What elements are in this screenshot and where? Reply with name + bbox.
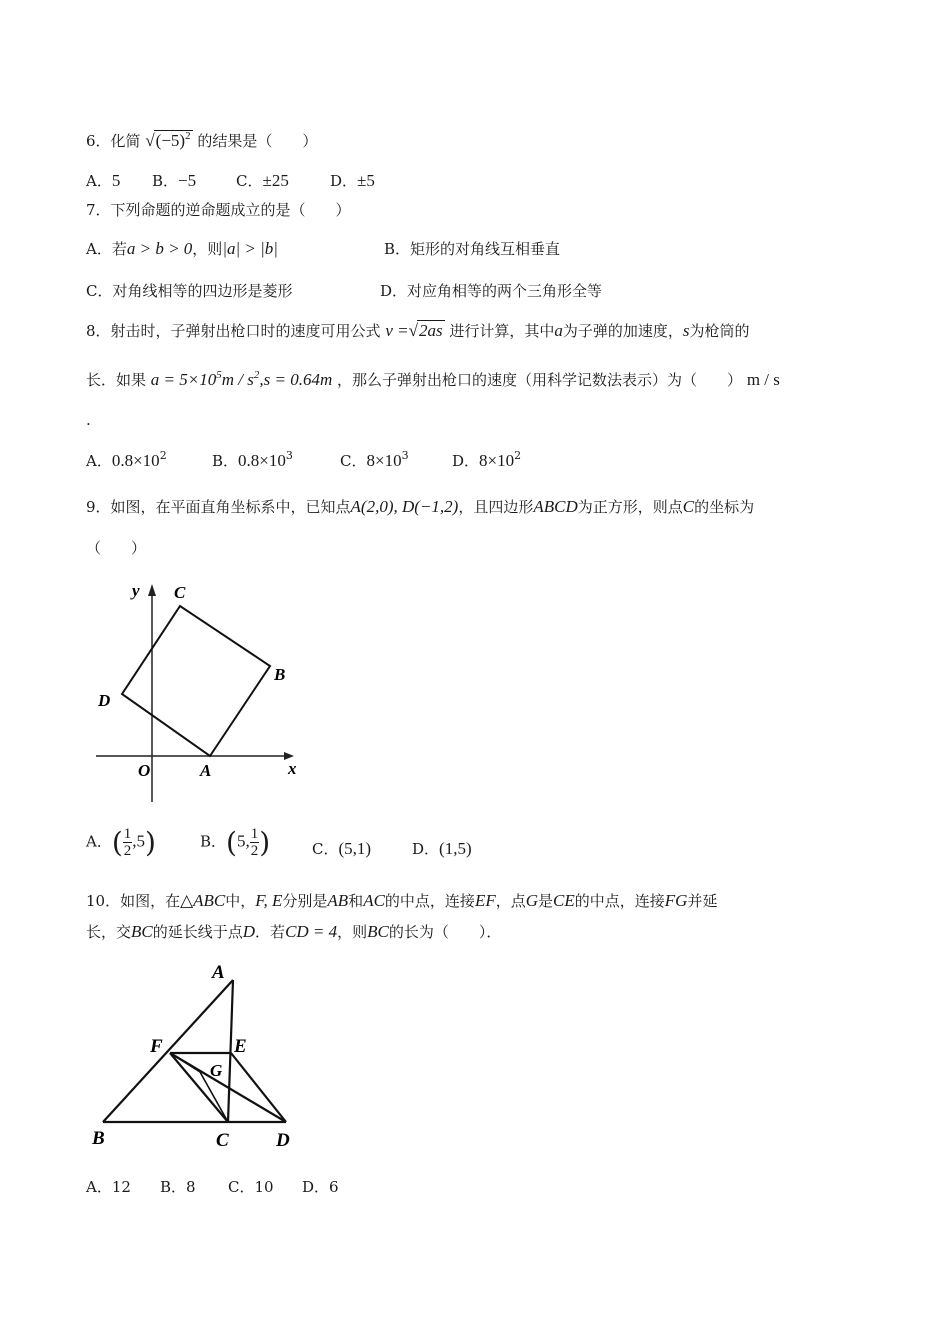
q10-line-2: 长，交BC的延长线于点D．若CD = 4，则BC的长为（ ）． (86, 922, 502, 941)
q9-label-b: B (274, 665, 286, 684)
q9-figure (92, 572, 322, 812)
q10-label-a: A (212, 962, 225, 983)
q9-y-arrow (148, 584, 156, 596)
q6-option-b: B．−5 (152, 171, 197, 190)
q10-figure (90, 960, 310, 1160)
q9-line-1: 9．如图，在平面直角坐标系中，已知点A(2,0), D(−1,2)，且四边形ABCD为正方形，则点C的坐标为 (86, 497, 755, 516)
q10-label-c: C (216, 1130, 229, 1151)
q10-line-1: 10．如图，在△ABC中，F, E分别是AB和AC的中点，连接EF，点G是CE的中点，连接FG并延 (86, 891, 718, 910)
q7-option-d: D．对应角相等的两个三角形全等 (380, 282, 603, 300)
q9-label-x: x (288, 759, 297, 778)
q6-stem (86, 130, 317, 151)
q10-label-e: E (234, 1036, 247, 1057)
q10-label-d: D (276, 1130, 290, 1151)
q10-label-f: F (150, 1036, 163, 1057)
q6-option-a: A．5 (86, 171, 121, 190)
q10-option-a: A．12 (86, 1178, 131, 1196)
q9-label-c: C (174, 583, 186, 602)
q8-option-d: D．$8\times 10^2$ (452, 449, 522, 470)
q10-option-c: C．10 (228, 1178, 274, 1196)
q10-segment-ab (103, 980, 233, 1122)
q9-label-a: A (200, 761, 212, 780)
q9-option-b: B．(5, $\frac{1}{2}$ ) (200, 826, 271, 859)
q7-stem: 7．下列命题的逆命题成立的是（ ） (86, 201, 351, 219)
q8-line-2: 长．如果 $a = 5\times 10^5m / s^2,s = 0.64m$ ，那么子弹射出枪口的速度（用科学记数法表示）为（ ） m / s (86, 369, 780, 389)
q7-option-c: C．对角线相等的四边形是菱形 (86, 282, 293, 300)
q10-segment-ed (231, 1053, 286, 1122)
q6-expression: $√(-5)^2$ (145, 130, 191, 150)
q9-label-o: O (138, 761, 151, 780)
q8-option-a: A．$0.8\times 10^2$ (86, 449, 167, 470)
q10-segment-ac (228, 980, 233, 1122)
q9-option-c: C．(5,1) (312, 839, 372, 858)
q7-option-b: B．矩形的对角线互相垂直 (384, 240, 561, 258)
q9-line-2: （ ） (86, 539, 147, 557)
q10-option-b: B．8 (160, 1178, 196, 1196)
q6-suffix: 的结果是（ ） (197, 132, 318, 150)
q9-square-abcd (122, 606, 270, 756)
q6-number: 6．化简 (86, 132, 141, 150)
q8-line-1: 8．射击时，子弹射出枪口时的速度可用公式 v =√2as 进行计算，其中a为子弹的加速度，s为枪筒的 (86, 321, 750, 340)
q10-segments (103, 980, 286, 1122)
q7-option-a: A．若a > b > 0，则|a| > |b| (86, 239, 278, 258)
q9-option-d: D．(1,5) (412, 839, 472, 858)
q10-label-g: G (210, 1061, 223, 1080)
q6-option-c: C．±25 (236, 171, 289, 190)
q10-option-d: D．6 (302, 1178, 339, 1196)
q10-label-b: B (92, 1128, 105, 1149)
q9-label-d: D (98, 691, 111, 710)
q6-option-d: D．±5 (330, 171, 375, 190)
q8-option-b: B．$0.8\times 10^3$ (212, 449, 293, 470)
q9-label-y: y (132, 581, 140, 600)
q8-line-3: . (86, 411, 91, 429)
q9-option-a: A．( $\frac{1}{2}$ ,5) (86, 826, 156, 859)
q8-option-c: C．$8\times 10^3$ (340, 449, 409, 470)
